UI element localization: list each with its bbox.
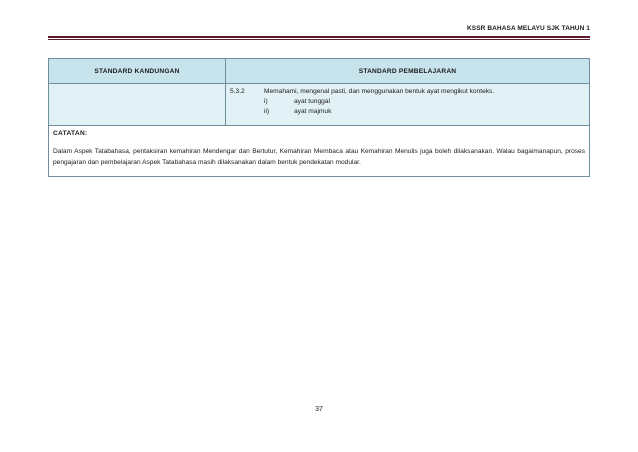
list-item-number: i): [264, 98, 268, 105]
standard-item: [230, 87, 585, 97]
standard-text: Memahami, mengenal pasti, dan menggunakan bentuk ayat mengikut konteks.: [264, 88, 495, 95]
table-header-row: [49, 59, 590, 84]
header-divider: [48, 36, 590, 40]
notes-title: CATATAN:: [53, 130, 88, 137]
list-item: [230, 107, 585, 117]
notes-row: [49, 126, 590, 177]
column-header-kandungan: STANDARD KANDUNGAN: [49, 59, 226, 84]
column-header-pembelajaran: STANDARD PEMBELAJARAN: [226, 59, 590, 84]
standards-table: [48, 58, 590, 177]
pembelajaran-cell: [226, 84, 590, 126]
list-item: [230, 97, 585, 107]
page-number: 37: [315, 406, 323, 413]
list-item-text: ayat tunggal: [294, 98, 330, 105]
kandungan-cell: [49, 84, 226, 126]
list-item-text: ayat majmuk: [294, 108, 332, 115]
list-item-number: ii): [264, 108, 270, 115]
notes-cell: [49, 126, 590, 177]
standard-code: 5.3.2: [230, 88, 245, 95]
document-header-title: KSSR BAHASA MELAYU SJK TAHUN 1: [466, 25, 590, 32]
table-row: [49, 84, 590, 126]
notes-body: Dalam Aspek Tatabahasa, pentaksiran kemahiran Mendengar dan Bertutur, Kemahiran Membaca atau Kemahiran Menulis juga boleh dilaksanakan. Walau bagaimanapun, proses pengajaran dan pembelajaran Aspek Tatabahasa masih dilaksanakan dalam bentuk pendekatan modular.: [53, 148, 585, 166]
